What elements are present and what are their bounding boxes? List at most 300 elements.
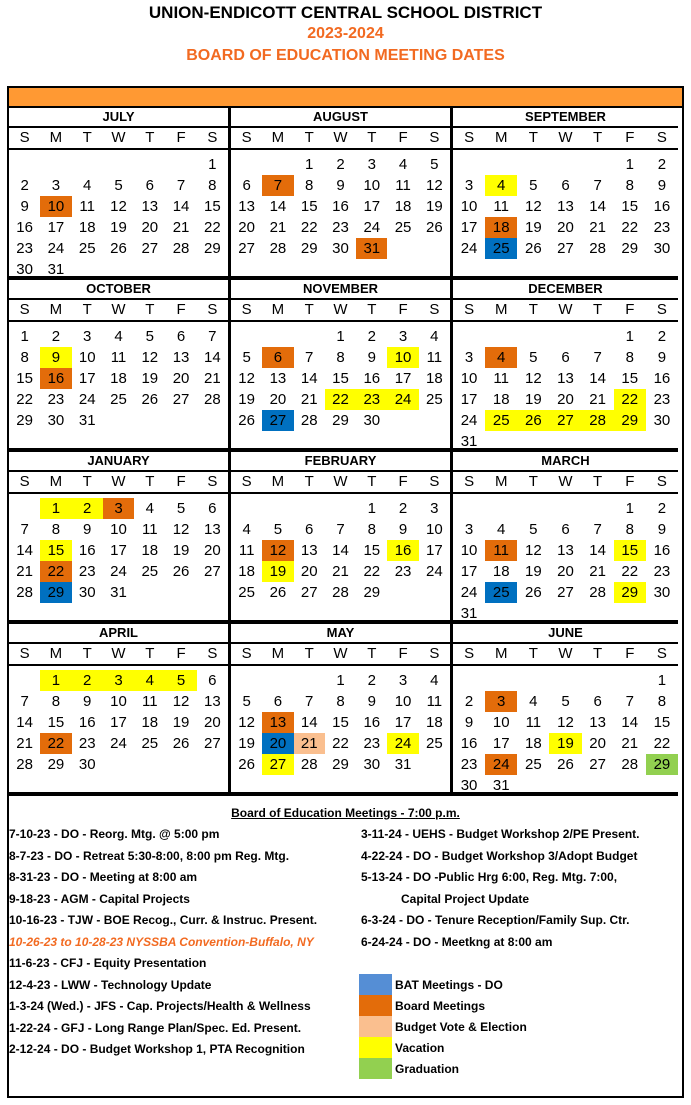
weekday-header [9,300,228,322]
weekday-label: T [367,473,377,490]
day-cell: 18 [141,542,159,559]
legend-label: Board Meetings [395,998,486,1013]
day-cell: 27 [172,391,190,408]
weekday-label: F [398,473,408,490]
day-cell: 12 [525,542,542,559]
weekday-label: F [625,301,635,318]
day-cell: 30 [363,412,381,429]
empty-cell [485,326,517,347]
day-cell: 18 [525,735,542,752]
day-cell: 8 [625,349,634,366]
day-cell: 24 [387,389,418,410]
day-cell: 22 [363,563,381,580]
weekday-label: M [271,473,285,490]
day-cell: 2 [20,177,29,194]
day-cell: 9 [657,177,667,194]
day-cell: 4 [485,347,517,368]
month-name: SEPTEMBER [453,108,678,128]
day-cell: 2 [367,328,376,345]
day-cell: 13 [204,521,221,538]
day-cell: 22 [621,563,639,580]
weekday-label: T [593,129,603,146]
weekday-label: M [494,473,508,490]
weekday-header [9,644,228,666]
day-cell: 3 [464,521,474,538]
weekday-label: T [304,301,314,318]
notes-title: Board of Education Meetings - 7:00 p.m. [231,806,460,820]
day-cell: 31 [460,433,478,450]
day-cell: 23 [78,735,96,752]
day-cell: 11 [493,198,509,215]
month-january [9,452,231,624]
day-cell: 23 [47,391,65,408]
day-cell: 8 [625,521,634,538]
weekday-label: T [145,301,155,318]
weekday-label: M [271,129,285,146]
legend-swatch [359,1037,392,1058]
weekday-label: S [656,645,667,662]
day-cell: 14 [589,370,606,387]
weekday-label: S [19,129,30,146]
weekday-label: M [494,301,508,318]
legend-label: Vacation [395,1040,445,1055]
day-cell: 9 [367,349,376,366]
legend-label: Budget Vote & Election [395,1019,527,1034]
day-cell: 17 [460,563,478,580]
month-name: FEBRUARY [231,452,450,472]
weekday-label: S [241,301,252,318]
day-cell: 3 [485,691,517,712]
weekday-header [453,128,678,150]
day-cell: 17 [460,391,478,408]
day-cell: 20 [557,391,574,408]
day-cell: 3 [103,670,134,691]
day-cell: 12 [172,693,190,710]
weekday-label: F [625,473,635,490]
weekday-label: T [528,301,538,318]
day-cell: 4 [398,156,408,173]
day-cell: 25 [110,391,127,408]
meeting-notes [9,796,682,1096]
empty-cell [9,498,40,519]
day-cell: 10 [460,370,478,387]
empty-cell [582,670,614,691]
day-cell: 21 [269,219,287,236]
day-cell: 14 [16,714,33,731]
day-cell: 12 [141,349,159,366]
days-grid [453,322,678,452]
day-cell: 5 [529,177,538,194]
day-cell: 25 [78,240,96,257]
day-cell: 31 [110,584,127,601]
day-cell: 11 [110,349,127,366]
day-cell: 16 [332,198,349,215]
month-august [231,108,453,280]
empty-cell [517,498,549,519]
note-line: 9-18-23 - AGM - Capital Projects [9,891,190,906]
weekday-label: F [398,129,408,146]
day-cell: 7 [305,349,314,366]
day-cell: 2 [398,500,408,517]
day-cell: 2 [72,670,103,691]
day-cell: 5 [176,500,186,517]
day-cell: 13 [557,370,574,387]
day-cell: 6 [561,521,570,538]
day-cell: 11 [493,370,509,387]
day-cell: 24 [460,584,478,601]
weekday-label: T [145,129,155,146]
day-cell: 27 [141,240,159,257]
orange-band [9,88,682,108]
day-cell: 19 [426,198,443,215]
day-cell: 3 [464,349,474,366]
day-cell: 4 [83,177,92,194]
day-cell: 26 [110,240,127,257]
weekday-label: T [145,473,155,490]
weekday-label: T [304,473,314,490]
day-cell: 1 [40,670,71,691]
weekday-label: M [271,645,285,662]
day-cell: 6 [305,521,314,538]
weekday-label: M [49,473,63,490]
weekday-label: W [558,645,573,662]
day-cell: 11 [485,540,517,561]
day-cell: 7 [20,693,29,710]
day-cell: 8 [51,521,61,538]
empty-cell [453,498,485,519]
empty-cell [582,326,614,347]
day-cell: 24 [363,219,381,236]
day-cell: 19 [238,735,255,752]
day-cell: 3 [103,498,134,519]
day-cell: 22 [621,219,639,236]
notes-left-column [9,824,317,1061]
day-cell: 28 [589,240,606,257]
day-cell: 22 [332,735,349,752]
day-cell: 8 [20,349,29,366]
day-cell: 6 [273,693,283,710]
weekday-label: M [494,645,508,662]
day-cell: 9 [464,714,474,731]
month-october [9,280,231,452]
days-grid [453,666,678,796]
weekday-label: S [464,473,475,490]
day-cell: 23 [332,219,349,236]
weekday-label: F [176,473,186,490]
day-cell: 6 [593,693,602,710]
day-cell: 27 [557,584,574,601]
legend-label: Graduation [395,1061,460,1076]
days-grid [9,322,228,431]
day-cell: 21 [589,563,606,580]
weekday-label: S [464,645,475,662]
note-line: 1-22-24 - GFJ - Long Range Plan/Spec. Ed. Present. [9,1020,302,1035]
day-cell: 14 [269,198,287,215]
day-cell: 11 [141,693,158,710]
weekday-label: F [176,129,186,146]
day-cell: 15 [363,542,381,559]
day-cell: 8 [336,349,345,366]
day-cell: 23 [356,389,387,410]
day-cell: 8 [305,177,314,194]
day-cell: 16 [653,198,671,215]
day-cell: 26 [517,410,549,431]
day-cell: 24 [110,735,127,752]
day-cell: 6 [242,177,251,194]
day-cell: 10 [460,198,478,215]
day-cell: 4 [134,670,165,691]
day-cell: 17 [394,370,412,387]
weekday-label: T [367,129,377,146]
day-cell: 18 [485,217,517,238]
month-name: OCTOBER [9,280,228,300]
day-cell: 9 [657,349,667,366]
weekday-label: S [19,301,30,318]
day-cell: 19 [525,219,542,236]
day-cell: 17 [110,714,127,731]
legend-swatch [359,1016,392,1037]
day-cell: 26 [557,756,574,773]
day-cell: 6 [208,500,217,517]
day-cell: 28 [582,410,614,431]
month-december [453,280,678,452]
day-cell: 1 [625,156,634,173]
day-cell: 27 [262,410,293,431]
month-may [231,624,453,796]
legend-item [359,1016,527,1037]
day-cell: 31 [492,777,510,794]
weekday-label: S [207,129,218,146]
days-grid [9,494,228,603]
day-cell: 20 [262,733,293,754]
day-cell: 11 [525,714,542,731]
day-cell: 24 [460,240,478,257]
empty-cell [453,326,485,347]
day-cell: 15 [621,370,639,387]
weekday-label: S [656,301,667,318]
day-cell: 13 [262,712,293,733]
day-cell: 5 [145,328,154,345]
day-cell: 30 [653,240,671,257]
note-line: 6-24-24 - DO - Meetkng at 8:00 am [361,934,553,949]
weekday-label: T [528,645,538,662]
day-cell: 1 [336,672,345,689]
day-cell: 1 [625,500,634,517]
day-cell: 17 [110,542,127,559]
day-cell: 19 [525,563,542,580]
day-cell: 30 [653,584,671,601]
day-cell: 15 [332,370,349,387]
day-cell: 16 [653,370,671,387]
day-cell: 16 [78,714,96,731]
calendar-grid [9,108,682,796]
weekday-label: M [49,301,63,318]
day-cell: 13 [204,693,221,710]
day-cell: 15 [47,714,65,731]
day-cell: 14 [621,714,639,731]
weekday-label: T [593,645,603,662]
weekday-label: S [241,645,252,662]
day-cell: 12 [426,177,443,194]
note-line: 7-10-23 - DO - Reorg. Mtg. @ 5:00 pm [9,827,220,841]
day-cell: 20 [269,391,287,408]
empty-cell [614,670,646,691]
day-cell: 30 [653,412,671,429]
weekday-label: W [333,645,348,662]
weekday-label: T [145,645,155,662]
day-cell: 4 [114,328,123,345]
day-cell: 5 [242,693,251,710]
day-cell: 3 [398,328,408,345]
day-cell: 23 [394,563,412,580]
note-line: 4-22-24 - DO - Budget Workshop 3/Adopt Budget [361,848,638,863]
day-cell: 24 [78,391,96,408]
day-cell: 3 [430,500,439,517]
day-cell: 22 [325,389,356,410]
day-cell: 1 [40,498,71,519]
weekday-label: S [207,473,218,490]
day-cell: 25 [485,410,517,431]
day-cell: 7 [208,328,217,345]
day-cell: 16 [40,368,71,389]
day-cell: 25 [394,219,412,236]
calendar-frame [7,86,684,1098]
weekday-label: M [494,129,508,146]
empty-cell [517,326,549,347]
legend-swatch [359,974,392,995]
day-cell: 21 [300,391,318,408]
days-grid [231,494,450,603]
day-cell: 20 [557,563,574,580]
weekday-header [9,128,228,150]
legend-swatch [359,995,392,1016]
day-cell: 21 [16,735,33,752]
empty-cell [9,670,40,691]
days-grid [453,494,678,624]
weekday-label: T [82,129,92,146]
day-cell: 10 [460,542,478,559]
day-cell: 16 [363,370,381,387]
day-cell: 15 [332,714,349,731]
day-cell: 31 [78,412,96,429]
weekday-label: F [398,645,408,662]
day-cell: 17 [394,714,412,731]
weekday-label: S [429,301,440,318]
day-cell: 27 [204,735,221,752]
weekday-label: W [111,301,126,318]
day-cell: 23 [653,219,671,236]
day-cell: 2 [464,693,474,710]
day-cell: 10 [394,693,412,710]
day-cell: 27 [549,410,581,431]
day-cell: 22 [614,389,646,410]
month-name: AUGUST [231,108,450,128]
day-cell: 21 [621,735,639,752]
empty-cell [231,154,262,175]
weekday-label: F [398,301,408,318]
note-line: 3-11-24 - UEHS - Budget Workshop 2/PE Present. [361,827,640,841]
empty-cell [549,670,581,691]
weekday-label: T [304,129,314,146]
document-subtitle: BOARD OF EDUCATION MEETING DATES [186,47,505,64]
day-cell: 14 [16,542,33,559]
day-cell: 23 [78,563,96,580]
weekday-label: T [367,301,377,318]
weekday-label: S [207,301,218,318]
day-cell: 18 [426,370,443,387]
empty-cell [262,154,293,175]
day-cell: 29 [204,240,221,257]
day-cell: 15 [621,198,639,215]
day-cell: 28 [16,756,33,773]
weekday-header [231,300,450,322]
day-cell: 16 [363,714,381,731]
day-cell: 17 [460,219,478,236]
day-cell: 7 [20,521,29,538]
weekday-label: T [367,645,377,662]
weekday-label: S [429,129,440,146]
weekday-label: T [528,473,538,490]
empty-cell [262,326,293,347]
day-cell: 30 [363,756,381,773]
day-cell: 21 [589,391,606,408]
days-grid [9,150,228,280]
day-cell: 7 [593,177,602,194]
day-cell: 30 [47,412,65,429]
empty-cell [582,498,614,519]
day-cell: 1 [208,156,217,173]
weekday-label: S [656,473,667,490]
day-cell: 10 [363,177,381,194]
day-cell: 27 [589,756,606,773]
day-cell: 3 [398,672,408,689]
day-cell: 5 [430,156,439,173]
day-cell: 4 [242,521,251,538]
day-cell: 12 [172,521,190,538]
note-line: 8-7-23 - DO - Retreat 5:30-8:00, 8:00 pm Reg. Mtg. [9,848,290,863]
day-cell: 8 [367,521,376,538]
day-cell: 14 [300,714,318,731]
day-cell: 24 [485,754,517,775]
day-cell: 13 [557,542,574,559]
weekday-label: W [333,129,348,146]
day-cell: 13 [238,198,255,215]
weekday-label: W [558,301,573,318]
day-cell: 1 [625,328,634,345]
day-cell: 18 [394,198,412,215]
day-cell: 28 [621,756,639,773]
day-cell: 11 [426,349,443,366]
day-cell: 14 [172,198,190,215]
weekday-header [9,472,228,494]
day-cell: 10 [492,714,510,731]
day-cell: 19 [525,391,542,408]
day-cell: 30 [78,584,96,601]
day-cell: 16 [387,540,418,561]
day-cell: 10 [387,347,418,368]
day-cell: 12 [262,540,293,561]
days-grid [453,150,678,259]
day-cell: 6 [145,177,154,194]
day-cell: 4 [430,672,439,689]
day-cell: 9 [367,693,376,710]
day-cell: 4 [145,500,154,517]
day-cell: 2 [657,328,667,345]
day-cell: 21 [589,219,606,236]
legend-item [359,995,527,1016]
day-cell: 15 [16,370,33,387]
day-cell: 2 [336,156,345,173]
